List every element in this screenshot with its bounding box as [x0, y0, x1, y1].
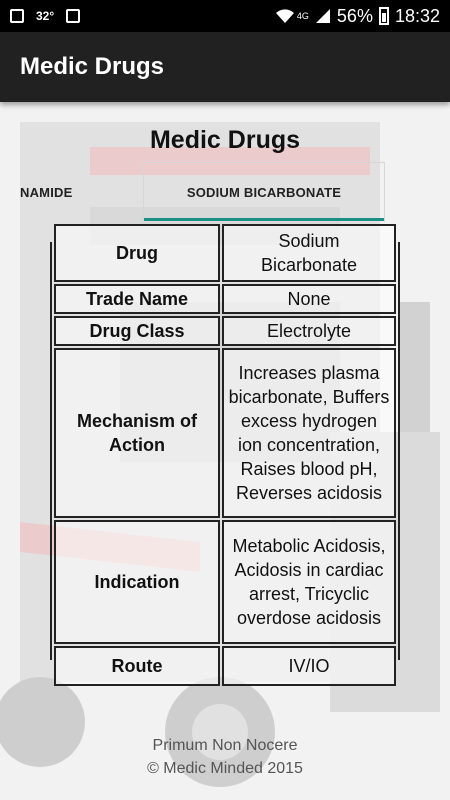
row-value: None	[222, 284, 396, 314]
page-heading: Medic Drugs	[149, 126, 301, 154]
row-value: IV/IO	[222, 646, 396, 686]
photo-icon	[66, 9, 80, 23]
table-row	[54, 348, 396, 518]
drug-info-table-scroll[interactable]	[50, 231, 400, 676]
wifi-icon	[275, 8, 295, 24]
row-value: Electrolyte	[222, 316, 396, 346]
signal-icon	[315, 8, 331, 24]
table-row	[54, 316, 396, 346]
network-type: 4G	[296, 11, 309, 21]
row-value: Increases plasma bicarbonate, Buffers excess hydrogen ion concentration, Raises blood pH, Reverses acidosis	[222, 348, 396, 518]
gallery-icon	[10, 9, 24, 23]
app-bar	[0, 32, 450, 102]
app-title: Medic Drugs	[20, 53, 165, 80]
temperature-text: 32°	[36, 9, 55, 23]
battery-percent: 56%	[336, 5, 373, 26]
selected-tab-indicator	[144, 218, 384, 221]
row-key: Drug	[54, 224, 220, 282]
row-value: Metabolic Acidosis, Acidosis in cardiac arrest, Tricyclic overdose acidosis	[222, 520, 396, 644]
row-value: Sodium Bicarbonate	[222, 224, 396, 282]
drug-info-table	[52, 222, 398, 688]
content-area[interactable]	[0, 102, 450, 800]
table-row	[54, 646, 396, 686]
row-key: Indication	[54, 520, 220, 644]
footer-motto: Primum Non Nocere	[152, 737, 298, 754]
row-key: Route	[54, 646, 220, 686]
row-key: Trade Name	[54, 284, 220, 314]
clock-time: 18:32	[394, 5, 440, 26]
tab-strip	[0, 162, 450, 222]
table-row	[54, 520, 396, 644]
tab-sodium-bicarbonate[interactable]: SODIUM BICARBONATE	[143, 162, 385, 222]
row-key: Drug Class	[54, 316, 220, 346]
battery-icon	[379, 7, 389, 25]
table-row	[54, 284, 396, 314]
status-bar	[0, 0, 450, 32]
row-key: Mechanism of Action	[54, 348, 220, 518]
footer	[0, 734, 450, 780]
table-row	[54, 224, 396, 282]
tab-namide[interactable]: NAMIDE	[20, 184, 73, 200]
footer-copyright: © Medic Minded 2015	[147, 760, 303, 777]
